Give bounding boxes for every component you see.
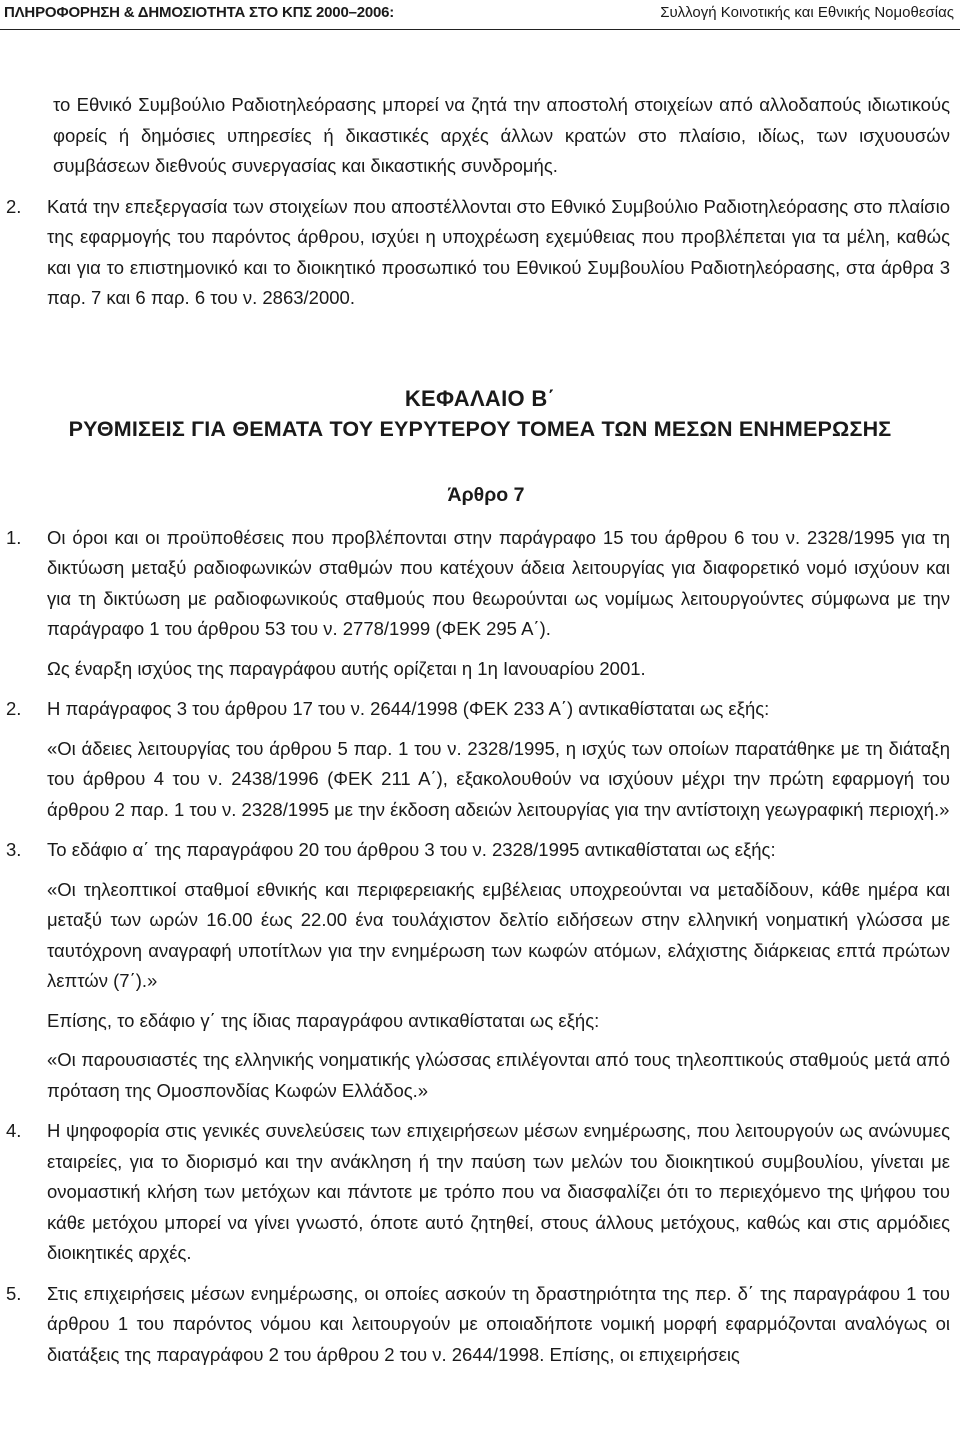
item-paragraph: Οι όροι και οι προϋποθέσεις που προβλέπονται στην παράγραφο 15 του άρθρου 6 του ν. 2328/1995 για τη δικτύωση μεταξύ ραδιοφωνικών σταθμών που κατέχουν άδεια λειτουργίας για διαφορετικό νομό ισχύουν και για τη δικτύωση με ραδιοφωνικούς σταθμούς που θεωρούνται ως νομίμως λειτουργούντες σύμφωνα με την παράγραφο 1 του άρθρου 53 του ν. 2778/1999 (ΦΕΚ 295 Α΄). [47, 526, 950, 639]
item-paragraph: Το εδάφιο α΄ της παραγράφου 20 του άρθρου 3 του ν. 2328/1995 αντικαθίσταται ως εξής: [47, 839, 776, 860]
article-item-2 [0, 694, 960, 825]
chapter-subtitle: ΡΥΘΜΙΣΕΙΣ ΓΙΑ ΘΕΜΑΤΑ ΤΟΥ ΕΥΡΥΤΕΡΟΥ ΤΟΜΕΑ ΤΩΝ ΜΕΣΩΝ ΕΝΗΜΕΡΩΣΗΣ [68, 416, 892, 441]
item-paragraph: Η παράγραφος 3 του άρθρου 17 του ν. 2644/1998 (ΦΕΚ 233 Α΄) αντικαθίσταται ως εξής: [47, 698, 770, 719]
page-header [0, 0, 960, 30]
item-paragraph: Ως έναρξη ισχύος της παραγράφου αυτής ορίζεται η 1η Ιανουαρίου 2001. [47, 657, 646, 679]
chapter-title: ΚΕΦΑΛΑΙΟ Β΄ [404, 385, 556, 411]
item-paragraph: Η ψηφοφορία στις γενικές συνελεύσεις των επιχειρήσεων μέσων ενημέρωσης, που λειτουργούν ως ανώνυμες εταιρείες, για το διορισμό και την ανάκληση ή την παύση των μελών του διοικητικού συμβουλίου, γίνεται με ονομαστική κλήση των μετόχων και πάντοτε με τρόπο που να διασφαλίζει ότι το περιεχόμενο της ψήφου του κάθε μετόχου μπορεί να γίνει γνωστό, όποτε αυτό ζητηθεί, στους άλλους μετόχους, καθώς και στις αρμόδιες διοικητικές αρχές. [47, 1120, 950, 1263]
article-title: Άρθρο 7 [447, 483, 525, 506]
article-item-5 [0, 1279, 960, 1371]
item-quote: «Οι τηλεοπτικοί σταθμοί εθνικής και περιφερειακής εμβέλειας υποχρεούνται να μεταδίδουν, κάθε ημέρα και μεταξύ των ωρών 16.00 έως 22.00 ένα τουλάχιστον δελτίο ειδήσεων στην ελληνική νοηματική γλώσσα με ταυτόχρονη αναγραφή υποτίτλων για την ενημέρωση των κωφών ατόμων, ελάχιστης διάρκειας επτά πρώτων λεπτών (7΄).» [47, 878, 950, 991]
item-paragraph: Επίσης, το εδάφιο γ΄ της ίδιας παραγράφου αντικαθίσταται ως εξής: [47, 1009, 600, 1031]
item-number: 5. [6, 1282, 22, 1304]
intro-paragraph: το Εθνικό Συμβούλιο Ραδιοτηλεόρασης μπορεί να ζητά την αποστολή στοιχείων από αλλοδαπούς ιδιωτικούς φορείς ή δημόσιες υπηρεσίες ή δικαστικές αρχές άλλων κρατών στο πλαίσιο, ιδίως, των ισχυουσών συμβάσεων διεθνούς συνεργασίας και δικαστικής συνδρομής. [53, 94, 950, 176]
item-paragraph: Κατά την επεξεργασία των στοιχείων που αποστέλλονται στο Εθνικό Συμβούλιο Ραδιοτηλεόρασης στο πλαίσιο της εφαρμογής του παρόντος άρθρου, ισχύει η υποχρέωση εχεμύθειας που προβλέπεται για τα μέλη, καθώς και για το επιστημονικό και το διοικητικό προσωπικό του Εθνικού Συμβουλίου Ραδιοτηλεόρασης, στα άρθρα 3 παρ. 7 και 6 παρ. 6 του ν. 2863/2000. [47, 195, 950, 308]
article-item-1 [0, 523, 960, 685]
chapter-heading [0, 384, 960, 444]
item-number: 3. [6, 839, 22, 860]
article-item-4 [0, 1116, 960, 1269]
header-publication-title: ΠΛΗΡΟΦΟΡΗΣΗ & ΔΗΜΟΣΙΟΤΗΤΑ ΣΤΟ ΚΠΣ 2000–2006: [4, 4, 395, 21]
previous-article-item-2 [0, 192, 960, 314]
item-paragraph: Στις επιχειρήσεις μέσων ενημέρωσης, οι οποίες ασκούν τη δραστηριότητα της περ. δ΄ της παραγράφου 1 του άρθρου 1 του παρόντος νόμου και λειτουργούν με οποιαδήποτε νομική μορφή εφαρμόζονται αναλόγως οι διατάξεις της παραγράφου 2 του άρθρου 2 του ν. 2644/1998. Επίσης, οι επιχειρήσεις [47, 1282, 950, 1365]
item-number: 2. [6, 195, 22, 217]
item-number: 1. [6, 526, 22, 548]
document-body [0, 90, 960, 1370]
item-number: 4. [6, 1120, 22, 1141]
item-number: 2. [6, 698, 22, 719]
header-collection-title: Συλλογή Κοινοτικής και Εθνικής Νομοθεσίας [660, 4, 954, 21]
item-quote: «Οι παρουσιαστές της ελληνικής νοηματικής γλώσσας επιλέγονται από τους τηλεοπτικούς σταθμούς μετά από πρόταση της Ομοσπονδίας Κωφών Ελλάδος.» [47, 1049, 950, 1101]
item-quote: «Οι άδειες λειτουργίας του άρθρου 5 παρ. 1 του ν. 2328/1995, η ισχύς των οποίων παρατάθηκε με τη διάταξη του άρθρου 4 του ν. 2438/1996 (ΦΕΚ 211 Α΄), εξακολουθούν να ισχύουν μέχρι την πρώτη εφαρμογή του άρθρου 2 παρ. 1 του ν. 2328/1995 με την έκδοση αδειών λειτουργίας για την αντίστοιχη γεωγραφική περιοχή.» [47, 737, 950, 820]
article-item-3 [0, 835, 960, 1106]
